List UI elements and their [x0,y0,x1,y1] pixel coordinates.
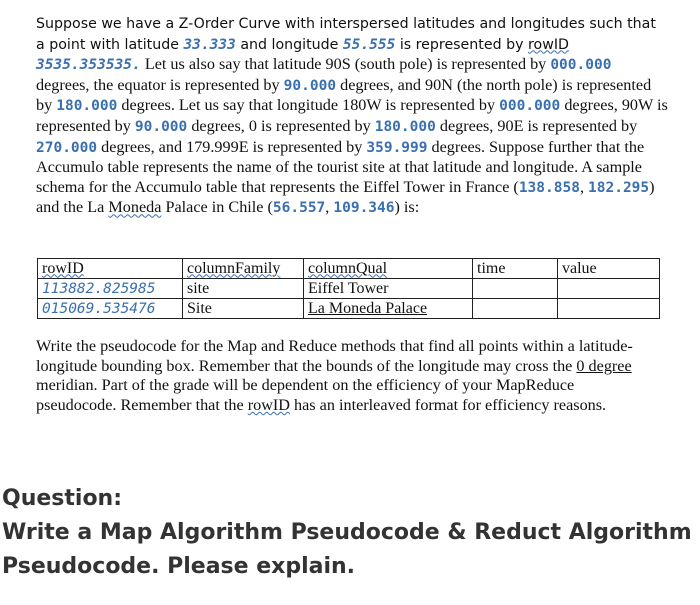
cell-rowid: 015069.535476 [38,299,183,319]
cell-columnfamily: Site [183,299,304,319]
problem-intro: Suppose we have a Z-Order Curve with interspersed latitudes and longitudes such that a point with latitude 33.333 and longitude 55.555 is represented by rowID 3535.353535. Let us also say that latitude 90S (south pole) is represented by 000.000 degrees, the equator is represented by 90.000 degrees, and 90N (the north pole) is represented by 180.000 degrees. Let us say that longitude 180W is represented by 000.000 degrees, 90W is represented by 90.000 degrees, 0 is represented by 180.000 degrees, 90E is represented by 270.000 degrees, and 179.999E is represented by 359.999 degrees. Suppose further that the Accumulo table represents the name of the tourist site at that latitude and longitude. A sample schema for the Accumulo table that represents the Eiffel Tower in France (138.858, 182.295) and the La Moneda Palace in Chile (56.557, 109.346) is: [36,16,668,217]
question-label: Question: [2,486,123,511]
header-rowid: rowID [38,259,183,279]
header-value: value [558,259,660,279]
question-block [2,482,692,584]
table-row [38,299,660,319]
cell-time [473,279,558,299]
cell-time [473,299,558,319]
table-header-row [38,259,660,279]
cell-value [558,279,660,299]
cell-value [558,299,660,319]
cell-columnfamily: site [183,279,304,299]
cell-columnqual: La Moneda Palace [304,299,473,319]
table-row [38,279,660,299]
instructions-paragraph: Write the pseudocode for the Map and Reduce methods that find all points within a latitude-longitude bounding box. Remember that the bounds of the longitude may cross the 0 degree meridian. Part of the grade will be dependent on the efficiency of your MapReduce pseudocode. Remember that the rowID has an interleaved format for efficiency reasons. [36,337,633,414]
header-time: time [473,259,558,279]
cell-rowid: 113882.825985 [38,279,183,299]
cell-columnqual: Eiffel Tower [304,279,473,299]
header-columnfamily: columnFamily [183,259,304,279]
question-text: Write a Map Algorithm Pseudocode & Reduct Algorithm Pseudocode. Please explain. [2,520,692,579]
header-columnqual: columnQual [304,259,473,279]
accumulo-schema-table [37,258,660,319]
